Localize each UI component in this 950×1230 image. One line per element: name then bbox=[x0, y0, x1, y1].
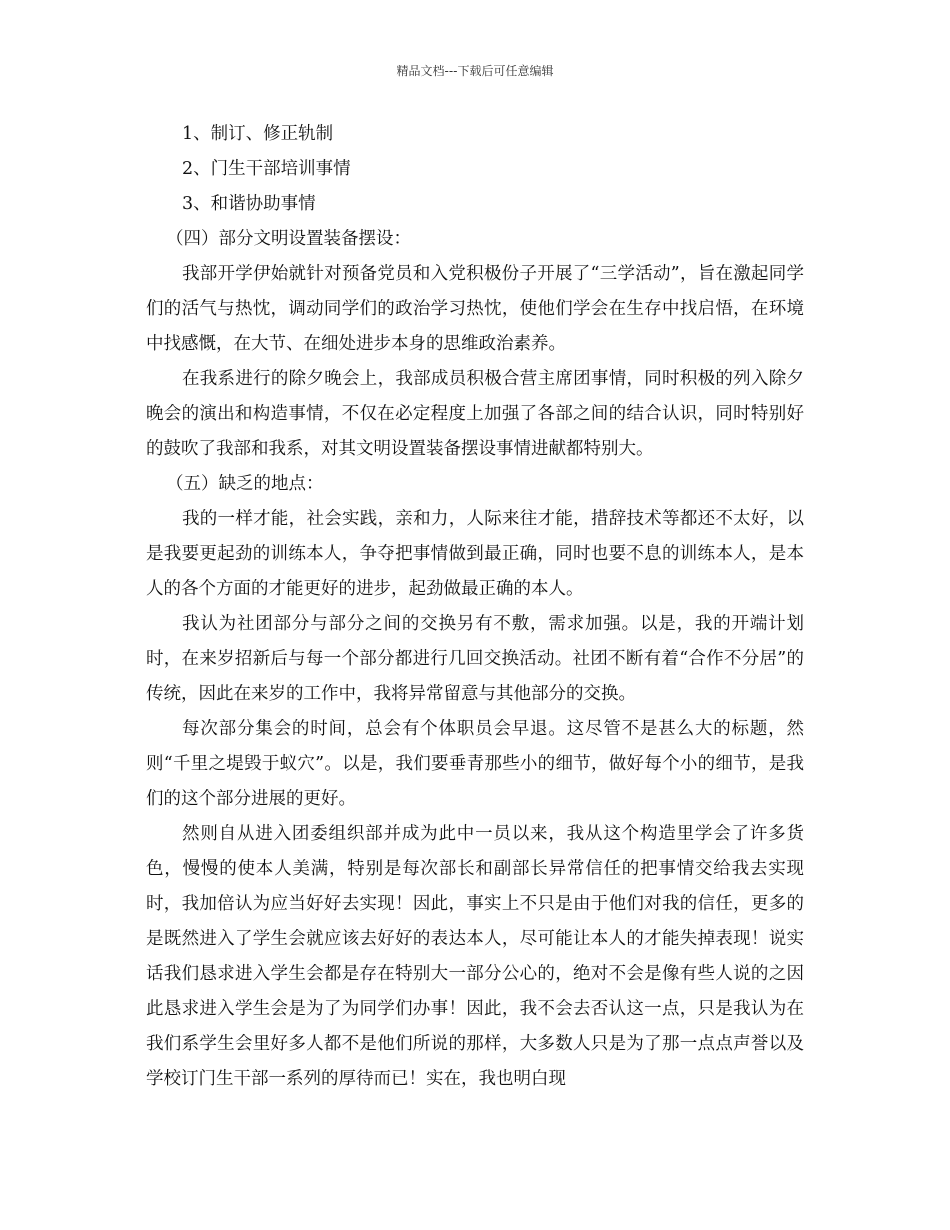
page-header: 精品文档---下载后可任意编辑 bbox=[396, 64, 554, 78]
list-item: 2、门生干部培训事情 bbox=[182, 159, 351, 179]
paragraph: 每次部分集会的时间，总会有个体职员会早退。这尽管不是甚么大的标题，然则“千里之堤毁于蚁穴”。以是，我们要垂青那些小的细节，做好每个小的细节，是我们的这个部分进展的更好。 bbox=[146, 719, 804, 809]
list-item: 1、制订、修正轨制 bbox=[182, 124, 334, 144]
paragraph: 我认为社团部分与部分之间的交换另有不敷，需求加强。以是，我的开端计划时，在来岁招新后与每一个部分都进行几回交换活动。社团不断有着“合作不分居”的传统，因此在来岁的工作中，我将异常留意与其他部分的交换。 bbox=[146, 614, 804, 704]
list-item: 3、和谐协助事情 bbox=[182, 194, 316, 214]
paragraph: 然则自从进入团委组织部并成为此中一员以来，我从这个构造里学会了许多货色，慢慢的使本人美满，特别是每次部长和副部长异常信任的把事情交给我去实现时，我加倍认为应当好好去实现！因此，事实上不只是由于他们对我的信任，更多的是既然进入了学生会就应该去好好的表达本人，尽可能让本人的才能失掉表现！说实话我们恳求进入学生会都是存在特别大一部分公心的，绝对不会是像有些人说的之因此恳求进入学生会是为了为同学们办事！因此，我不会去否认这一点，只是我认为在我们系学生会里好多人都不是他们所说的那样，大多数人只是为了那一点点声誉以及学校订门生干部一系列的厚待而已！实在，我也明白现 bbox=[146, 824, 804, 1089]
document-body bbox=[146, 117, 804, 1097]
paragraph: 在我系进行的除夕晚会上，我部成员积极合营主席团事情，同时积极的列入除夕晚会的演出和构造事情，不仅在必定程度上加强了各部之间的结合认识，同时特别好的鼓吹了我部和我系，对其文明设置装备摆设事情进献都特别大。 bbox=[146, 369, 804, 459]
paragraph: 我部开学伊始就针对预备党员和入党积极份子开展了“三学活动”，旨在激起同学们的活气与热忱，调动同学们的政治学习热忱，使他们学会在生存中找启悟，在环境中找感慨，在大节、在细处进步本身的思维政治素养。 bbox=[146, 264, 804, 354]
paragraph: 我的一样才能，社会实践，亲和力，人际来往才能，措辞技术等都还不太好，以是我要更起劲的训练本人，争夺把事情做到最正确，同时也要不息的训练本人，是本人的各个方面的才能更好的进步，起劲做最正确的本人。 bbox=[146, 509, 804, 599]
section-heading: （四）部分文明设置装备摆设： bbox=[166, 229, 411, 249]
section-heading: （五）缺乏的地点： bbox=[166, 474, 324, 494]
